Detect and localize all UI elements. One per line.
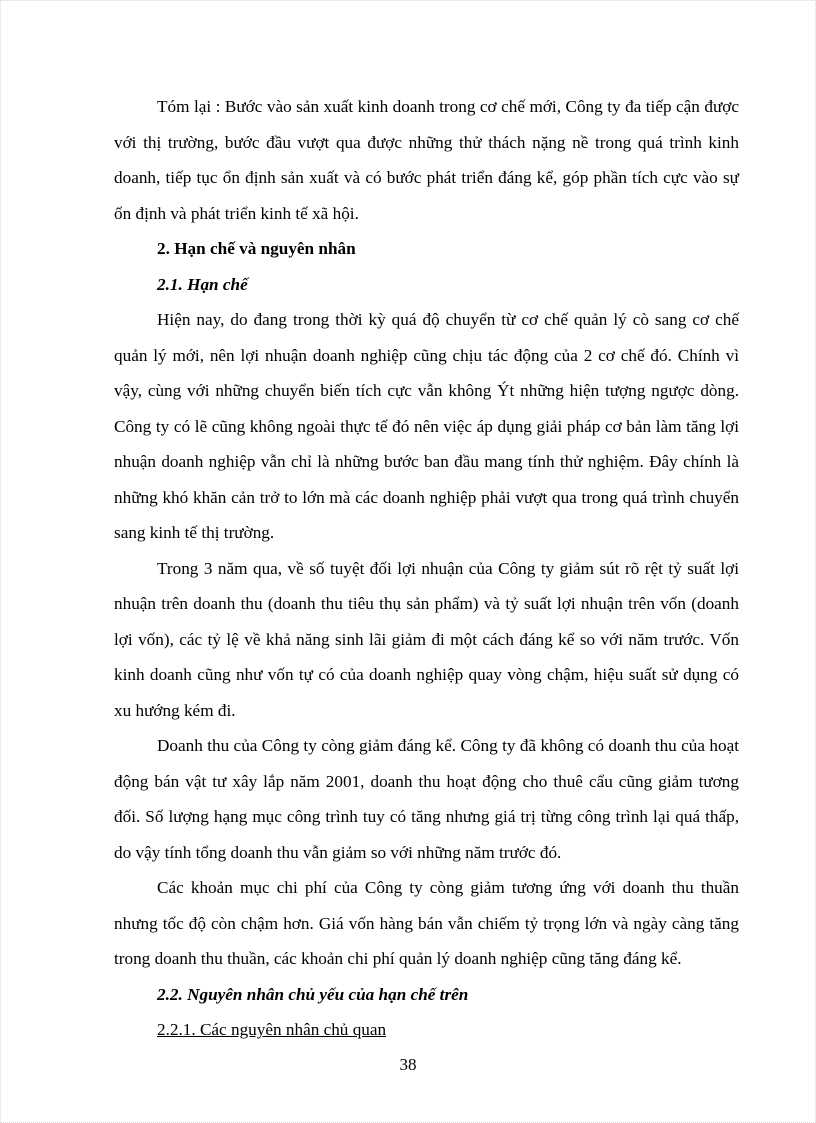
page-number: 38 (399, 1055, 417, 1074)
paragraph-summary: Tóm lại : Bước vào sản xuất kinh doanh trong cơ chế mới, Công ty đa tiếp cận được với thị trường, bước đầu vượt qua được những thử thách nặng nề trong quá trình kinh doanh, tiếp tục ổn định sản xuất và có bước phát triển đáng kể, góp phần tích cực vào sự ổn định và phát triển kinh tế xã hội. (114, 97, 739, 223)
paragraph-revenue-decline: Doanh thu của Công ty còng giảm đáng kể. Công ty đã không có doanh thu của hoạt động bán vật tư xây lắp năm 2001, doanh thu hoạt động cho thuê cẩu cũng giảm tương đối. Số lượng hạng mục công trình tuy có tăng nhưng giá trị từng công trình lại quá thấp, do vậy tính tổng doanh thu vẫn giảm so với những năm trước đó. (114, 736, 739, 862)
page-body (114, 89, 739, 1048)
subheading-subjective-causes (114, 1012, 739, 1048)
heading-limitations-causes: 2. Hạn chế và nguyên nhân (157, 239, 356, 258)
paragraph-cost-items: Các khoản mục chi phí của Công ty còng giảm tương ứng với doanh thu thuần nhưng tốc độ còn chậm hơn. Giá vốn hàng bán vẫn chiếm tỷ trọng lớn và ngày càng tăng trong doanh thu thuần, các khoản chi phí quản lý doanh nghiệp cũng tăng đáng kể. (114, 878, 739, 968)
subheading-subjective-causes-text: 2.2.1. Các nguyên nhân chủ quan (157, 1020, 387, 1039)
heading-main-causes: 2.2. Nguyên nhân chủ yếu của hạn chế trên (157, 984, 469, 1004)
paragraph-limitations-intro: Hiện nay, do đang trong thời kỳ quá độ chuyển từ cơ chế quản lý cò sang cơ chế quản lý mới, nên lợi nhuận doanh nghiệp cũng chịu tác động của 2 cơ chế đó. Chính vì vậy, cùng với những chuyển biến tích cực vẫn không Ýt những hiện tượng ngược dòng. Công ty có lẽ cũng không ngoài thực tế đó nên việc áp dụng giải pháp cơ bản làm tăng lợi nhuận doanh nghiệp vẫn chỉ là những bước ban đầu mang tính thử nghiệm. Đây chính là những khó khăn cản trở to lớn mà các doanh nghiệp phải vượt qua trong quá trình chuyển sang kinh tế thị trường. (114, 310, 739, 542)
paragraph-profit-decline: Trong 3 năm qua, về số tuyệt đối lợi nhuận của Công ty giảm sút rõ rệt tỷ suất lợi nhuận trên doanh thu (doanh thu tiêu thụ sản phẩm) và tỷ suất lợi nhuận trên vốn (doanh lợi vốn), các tỷ lệ về khả năng sinh lãi giảm đi một cách đáng kể so với năm trước. Vốn kinh doanh cũng như vốn tự có của doanh nghiệp quay vòng chậm, hiệu suất sử dụng có xu hướng kém đi. (114, 558, 739, 720)
heading-limitations: 2.1. Hạn chế (157, 274, 248, 294)
